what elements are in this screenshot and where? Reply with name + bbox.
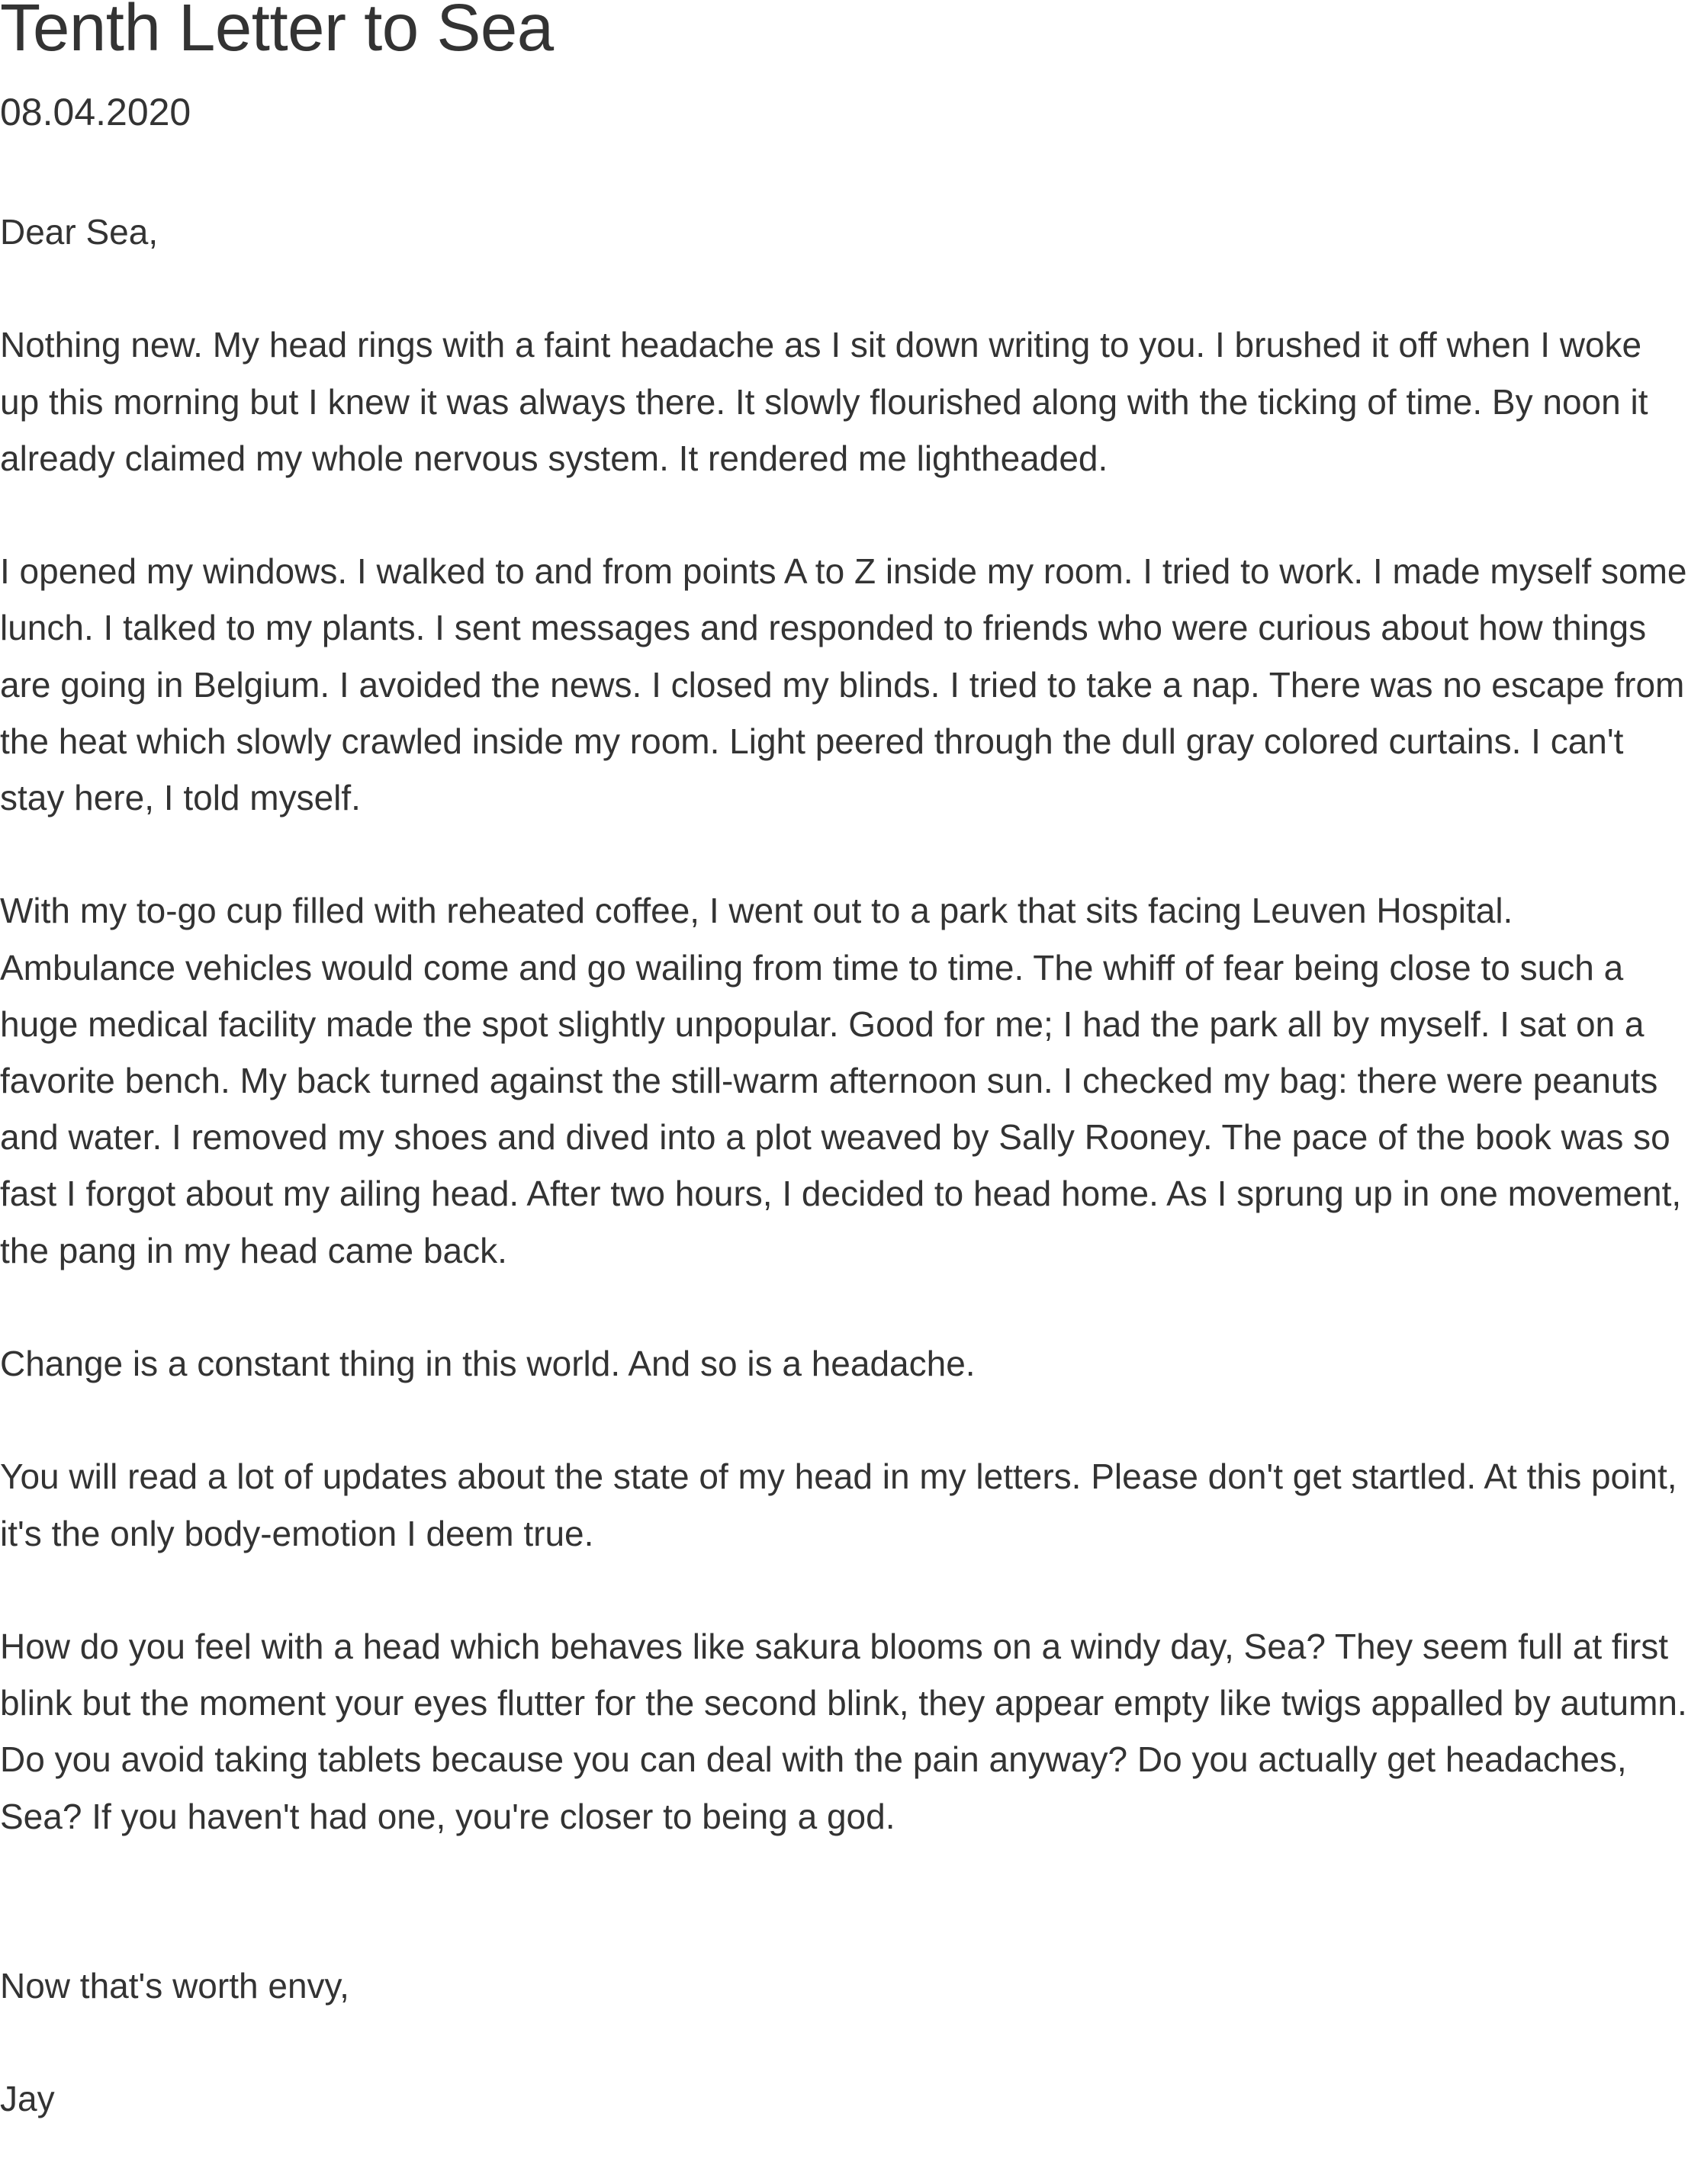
signature: Jay xyxy=(0,2079,55,2119)
page-title: Tenth Letter to Sea xyxy=(0,0,554,65)
paragraph-2: I opened my windows. I walked to and from points A to Z inside my room. I tried to work. I made myself some lunch. I talked to my plants. I sent messages and responded to friends who were curious about how things are going in Belgium. I avoided the news. I closed my blinds. I tried to take a nap. There was no escape from the heat which slowly crawled inside my room. Light peered through the dull gray colored curtains. I can't stay here, I told myself. xyxy=(0,551,1687,817)
salutation: Dear Sea, xyxy=(0,212,159,252)
letter-body xyxy=(0,204,1688,2184)
paragraph-6: How do you feel with a head which behaves like sakura blooms on a windy day, Sea? They seem full at first blink but the moment your eyes flutter for the second blink, they appear empty like twigs appalled by autumn. Do you avoid taking tablets because you can deal with the pain anyway? Do you actually get headaches, Sea? If you haven't had one, you're closer to being a god. xyxy=(0,1626,1687,1836)
closing-line: Now that's worth envy, xyxy=(0,1965,349,2006)
paragraph-5: You will read a lot of updates about the state of my head in my letters. Please don't get startled. At this point, it's the only body-emotion I deem true. xyxy=(0,1457,1677,1553)
letter-date: 08.04.2020 xyxy=(0,91,191,133)
paragraph-3: With my to-go cup filled with reheated coffee, I went out to a park that sits facing Leuven Hospital. Ambulance vehicles would come and go wailing from time to time. The whiff of fear being close to such a huge medical facility made the spot slightly unpopular. Good for me; I had the park all by myself. I sat on a favorite bench. My back turned against the still-warm afternoon sun. I checked my bag: there were peanuts and water. I removed my shoes and dived into a plot weaved by Sally Rooney. The pace of the book was so fast I forgot about my ailing head. After two hours, I decided to head home. As I sprung up in one movement, the pang in my head came back. xyxy=(0,891,1682,1270)
paragraph-1: Nothing new. My head rings with a faint headache as I sit down writing to you. I brushed it off when I woke up this morning but I knew it was always there. It slowly flourished along with the ticking of time. By noon it already claimed my whole nervous system. It rendered me lightheaded. xyxy=(0,325,1648,478)
paragraph-4: Change is a constant thing in this world. And so is a headache. xyxy=(0,1344,976,1383)
